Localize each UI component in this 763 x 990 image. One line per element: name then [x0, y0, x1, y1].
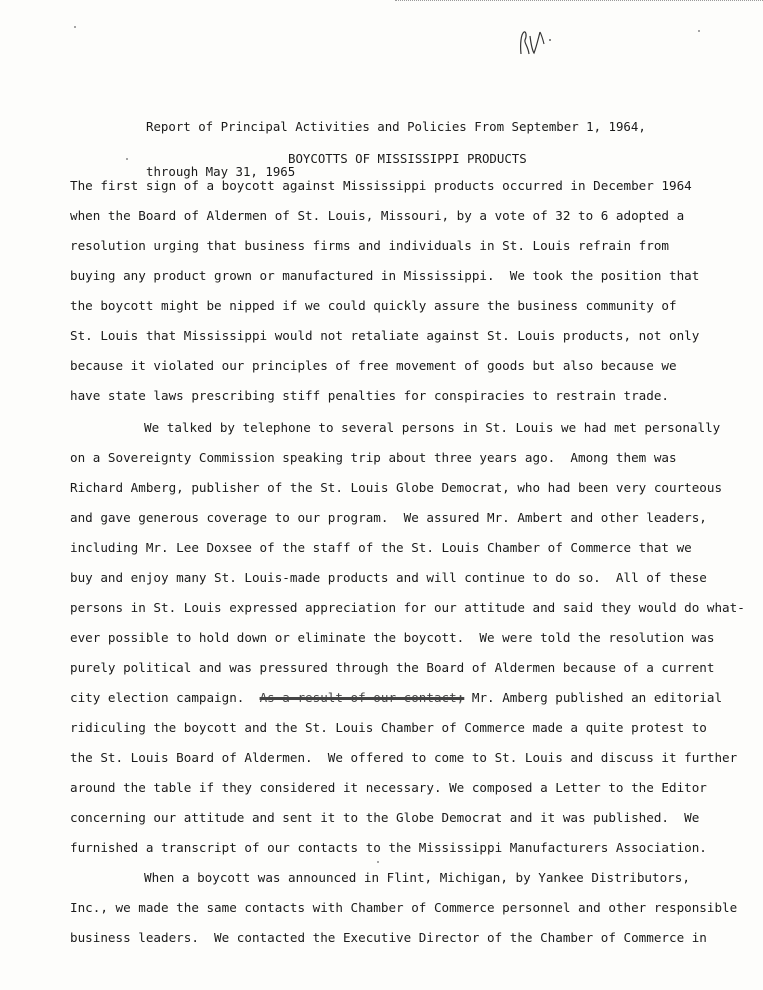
body-line: purely political and was pressured through the Board of Aldermen because of a current	[70, 660, 715, 675]
body-line: When a boycott was announced in Flint, Michigan, by Yankee Distributors,	[144, 870, 690, 885]
struck-out-text: As a result of our contact;	[259, 690, 465, 705]
body-line: the St. Louis Board of Aldermen. We offered to come to St. Louis and discuss it further	[70, 750, 738, 765]
scan-speck	[126, 158, 128, 160]
handwritten-initials-glyph	[517, 26, 559, 60]
scan-edge	[395, 0, 763, 3]
body-line: persons in St. Louis expressed appreciation for our attitude and said they would do what-	[70, 600, 745, 615]
handwritten-initials	[517, 26, 559, 60]
section-title: BOYCOTTS OF MISSISSIPPI PRODUCTS	[288, 151, 527, 166]
body-line: St. Louis that Mississippi would not retaliate against St. Louis products, not only	[70, 328, 700, 343]
report-header-line-2: through May 31, 1965	[146, 164, 296, 179]
body-line: The first sign of a boycott against Mississippi products occurred in December 1964	[70, 178, 692, 193]
body-line: when the Board of Aldermen of St. Louis, Missouri, by a vote of 32 to 6 adopted a	[70, 208, 685, 223]
body-line: furnished a transcript of our contacts to the Mississippi Manufacturers Association.	[70, 840, 707, 855]
body-line: ridiculing the boycott and the St. Louis Chamber of Commerce made a quite protest to	[70, 720, 707, 735]
body-line-with-strikeout	[70, 690, 722, 706]
body-line: and gave generous coverage to our program. We assured Mr. Ambert and other leaders,	[70, 510, 707, 525]
body-line: the boycott might be nipped if we could quickly assure the business community of	[70, 298, 677, 313]
scan-speck	[377, 861, 379, 863]
body-line: ever possible to hold down or eliminate the boycott. We were told the resolution was	[70, 630, 715, 645]
body-line: resolution urging that business firms and individuals in St. Louis refrain from	[70, 238, 669, 253]
body-line-start: city election campaign.	[70, 690, 245, 705]
body-line: Inc., we made the same contacts with Chamber of Commerce personnel and other responsible	[70, 900, 738, 915]
body-line: buy and enjoy many St. Louis-made products and will continue to do so. All of these	[70, 570, 707, 585]
body-line: concerning our attitude and sent it to the Globe Democrat and it was published. We	[70, 810, 700, 825]
body-line-continuation: Mr. Amberg published an editorial	[464, 690, 723, 705]
body-line: Richard Amberg, publisher of the St. Louis Globe Democrat, who had been very courteous	[70, 480, 723, 495]
body-line: have state laws prescribing stiff penalties for conspiracies to restrain trade.	[70, 388, 669, 403]
body-line: because it violated our principles of free movement of goods but also because we	[70, 358, 677, 373]
body-line: buying any product grown or manufactured in Mississippi. We took the position that	[70, 268, 700, 283]
body-line: We talked by telephone to several persons in St. Louis we had met personally	[144, 420, 721, 435]
body-line: business leaders. We contacted the Executive Director of the Chamber of Commerce in	[70, 930, 707, 945]
report-header-line-1: Report of Principal Activities and Policies From September 1, 1964,	[146, 119, 646, 134]
body-line: around the table if they considered it necessary. We composed a Letter to the Editor	[70, 780, 707, 795]
body-line: including Mr. Lee Doxsee of the staff of the St. Louis Chamber of Commerce that we	[70, 540, 692, 555]
scan-speck	[698, 30, 700, 32]
body-line: on a Sovereignty Commission speaking trip about three years ago. Among them was	[70, 450, 677, 465]
scan-speck	[74, 26, 76, 28]
